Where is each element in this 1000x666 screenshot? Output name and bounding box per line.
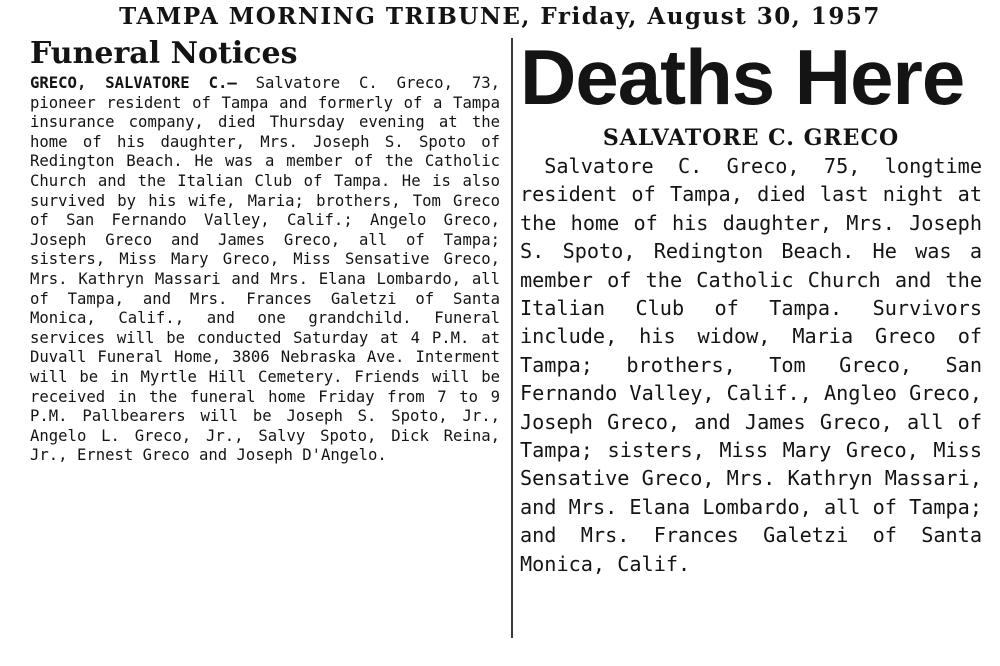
funeral-notices-column [30,36,500,466]
funeral-notice-text [30,74,500,466]
column-divider [511,38,513,638]
deceased-name-heading: SALVATORE C. GRECO [602,125,900,151]
deaths-here-heading: Deaths Here [520,33,965,121]
funeral-notices-heading: Funeral Notices [30,36,298,71]
deaths-here-column [520,33,982,578]
funeral-notice-name: GRECO, SALVATORE C.— [30,74,237,92]
masthead: TAMPA MORNING TRIBUNE, Friday, August 30, 1957 [119,3,881,30]
obituary-text: Salvatore C. Greco, 75, longtime resident of Tampa, died last night at the home of his daughter, Mrs. Joseph S. Spoto, Redington Beach. He was a member of the Catholic Church and the Italian Club of Tampa. Survivors include, his widow, Maria Greco of Tampa; brothers, Tom Greco, San Fernando Valley, Calif., Angleo Greco, Joseph Greco, and James Greco, all of Tampa; sisters, Miss Mary Greco, Miss Sensative Greco, Mrs. Kathryn Massari, and Mrs. Elana Lombardo, all of Tampa; and Mrs. Frances Galetzi of Santa Monica, Calif. [520,154,982,576]
funeral-notice-body: Salvatore C. Greco, 73, pioneer resident of Tampa and formerly of a Tampa insurance company, died Thursday evening at the home of his daughter, Mrs. Joseph S. Spoto of Redington Beach. He was a member of the Catholic Church and the Italian Club of Tampa. He is also survived by his wife, Maria; brothers, Tom Greco of San Fernando Valley, Calif.; Angelo Greco, Joseph Greco and James Greco, all of Tampa; sisters, Miss Mary Greco, Miss Sensative Greco, Mrs. Kathryn Massari and Mrs. Elana Lombardo, all of Tampa, and Mrs. Frances Galetzi of Santa Monica, Calif., and one grandchild. Funeral services will be conducted Saturday at 4 P.M. at Duvall Funeral Home, 3806 Nebraska Ave. Interment will be in Myrtle Hill Cemetery. Friends will be received in the funeral home Friday from 7 to 9 P.M. Pallbearers will be Joseph S. Spoto, Jr., Angelo L. Greco, Jr., Salvy Spoto, Dick Reina, Jr., Ernest Greco and Joseph D'Angelo. [30,74,500,465]
